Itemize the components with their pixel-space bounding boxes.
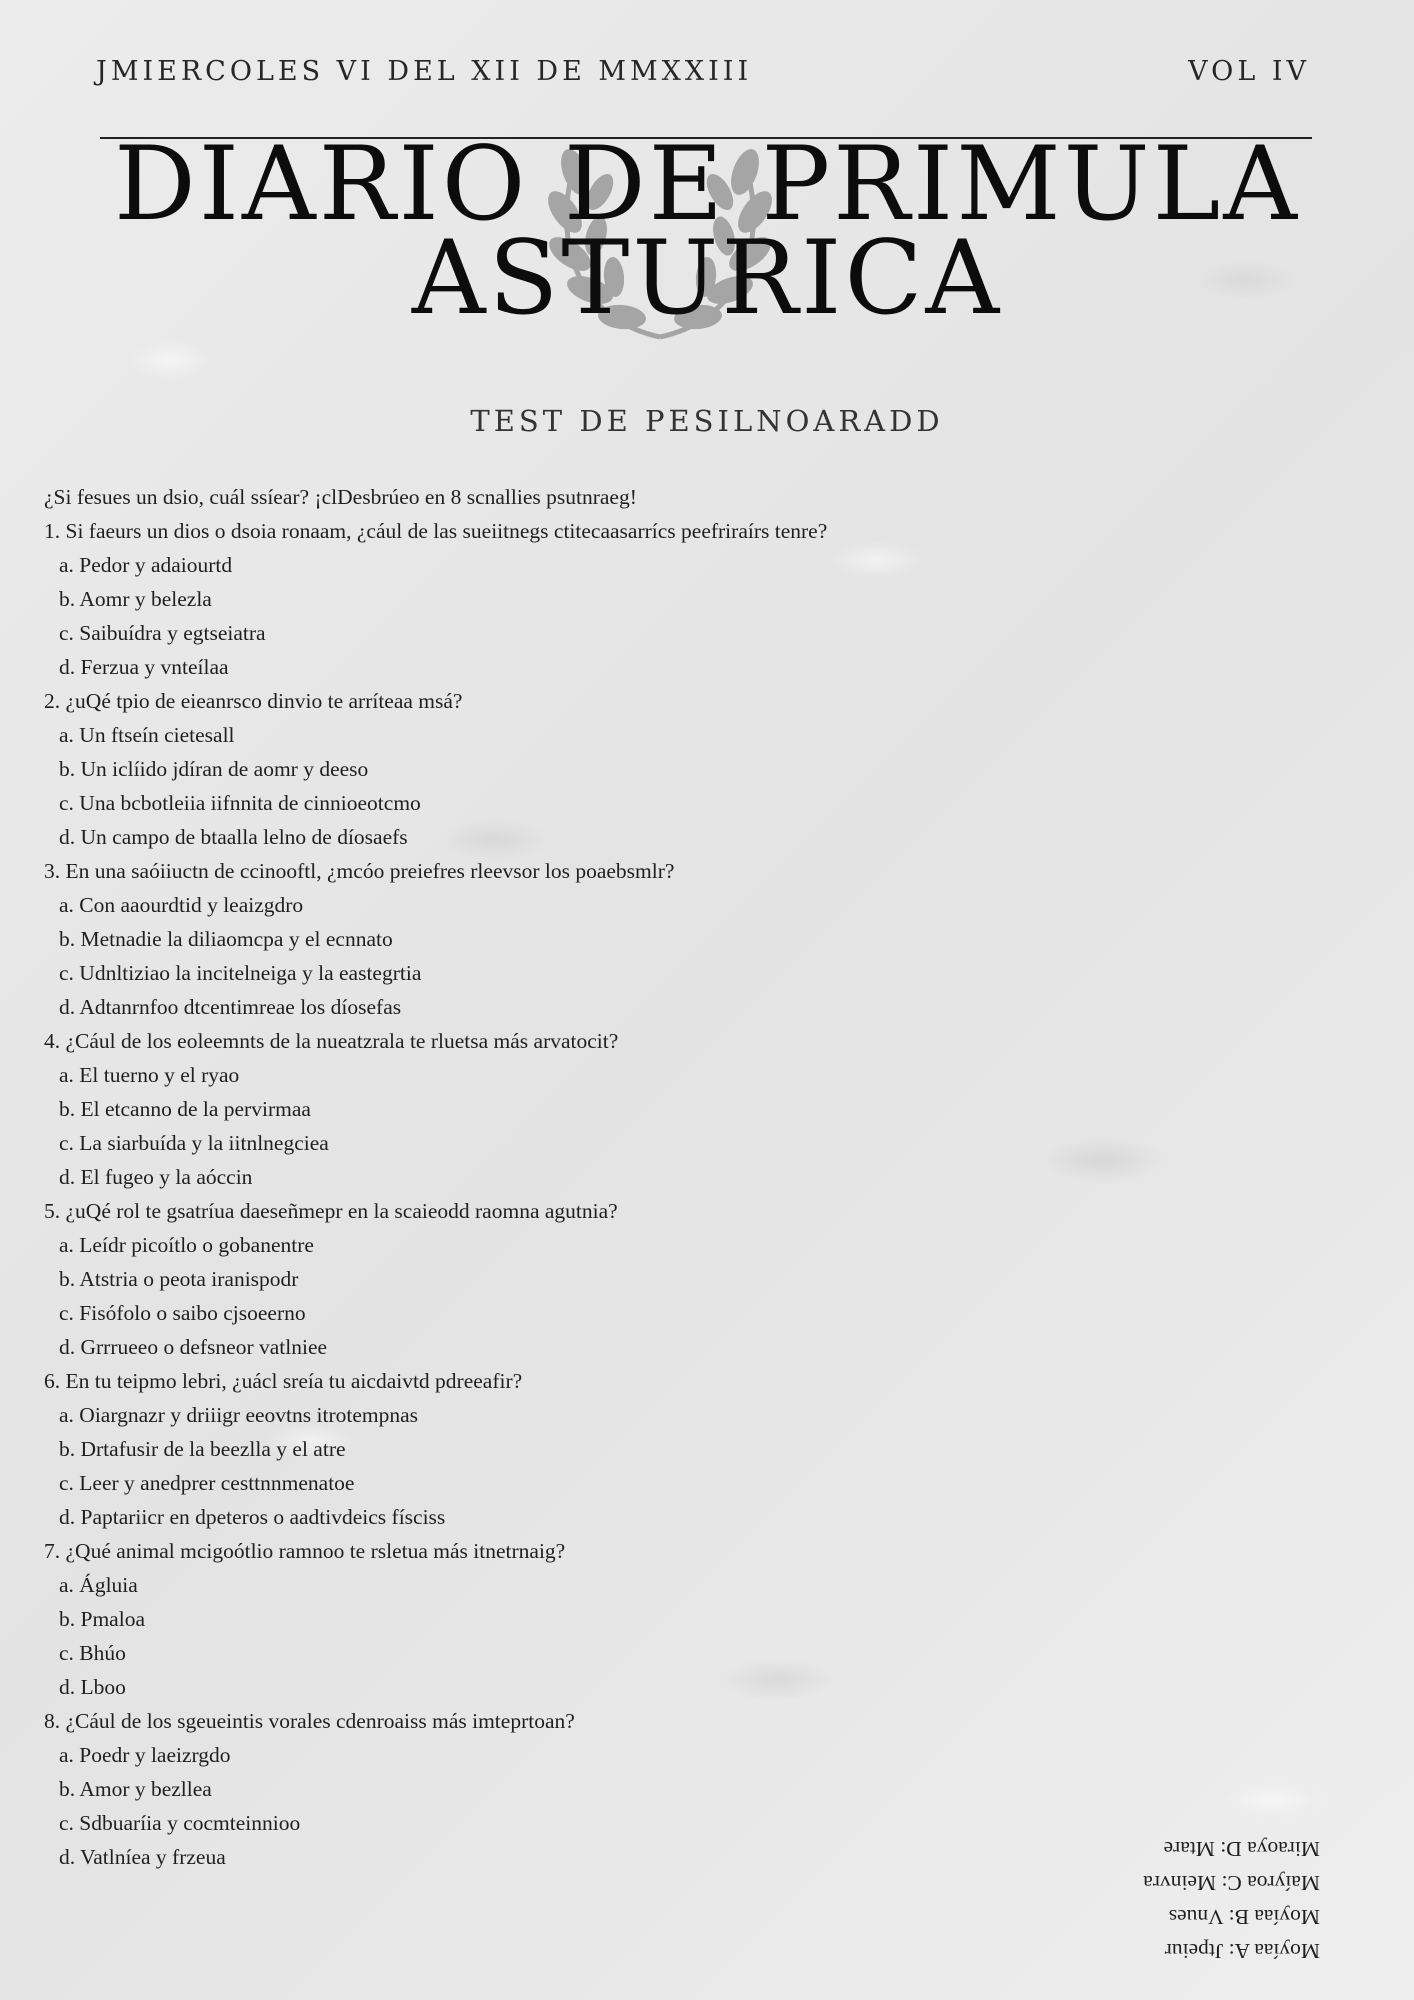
answer-key bbox=[1143, 1832, 1320, 1968]
question-7-option-d: d. Lboo bbox=[59, 1675, 126, 1699]
header-row bbox=[96, 56, 1310, 87]
question-5: 5. ¿uQé rol te gsatríua daeseñmepr en la scaieodd raomna agutnia? bbox=[44, 1199, 618, 1223]
question-8-option-a: a. Poedr y laeizrgdo bbox=[59, 1743, 231, 1767]
question-2: 2. ¿uQé tpio de eieanrsco dinvio te arríteaa msá? bbox=[44, 689, 463, 713]
question-2-option-a: a. Un ftseín cietesall bbox=[59, 723, 235, 747]
answer-key-item: Miraoya D: Mtare bbox=[1163, 1837, 1320, 1861]
question-8-option-d: d. Vatlníea y frzeua bbox=[59, 1845, 226, 1869]
question-3-option-c: c. Udnltiziao la incitelneiga y la eastegrtia bbox=[59, 961, 422, 985]
question-list bbox=[44, 514, 1044, 1874]
quiz-body bbox=[44, 480, 1044, 1874]
question-1-option-c: c. Saibuídra y egtseiatra bbox=[59, 621, 266, 645]
question-8-option-c: c. Sdbuaríia y cocmteinnioo bbox=[59, 1811, 301, 1835]
volume-number: VOL IV bbox=[1188, 56, 1310, 87]
question-3-option-b: b. Metnadie la diliaomcpa y el ecnnato bbox=[59, 927, 393, 951]
masthead-title bbox=[0, 125, 1414, 338]
question-1-option-b: b. Aomr y belezla bbox=[59, 587, 212, 611]
question-4-option-d: d. El fugeo y la aóccin bbox=[59, 1165, 253, 1189]
question-4-option-a: a. El tuerno y el ryao bbox=[59, 1063, 240, 1087]
section-title: TEST DE PESILNOARADD bbox=[470, 404, 944, 438]
question-5-option-b: b. Atstria o peota iranispodr bbox=[59, 1267, 299, 1291]
question-6-option-a: a. Oiargnazr y driiigr eeovtns itrotempnas bbox=[59, 1403, 419, 1427]
answer-key-item: Moyíaa A: Jtpeiur bbox=[1164, 1939, 1320, 1963]
question-5-option-d: d. Grrrueeo o defsneor vatlniee bbox=[59, 1335, 328, 1359]
question-7-option-b: b. Pmaloa bbox=[59, 1607, 145, 1631]
masthead-line-1: DIARIO DE PRIMULA bbox=[113, 125, 1301, 244]
issue-date: JMIERCOLES VI DEL XII DE MMXXIII bbox=[96, 56, 753, 87]
question-4-option-b: b. El etcanno de la pervirmaa bbox=[59, 1097, 311, 1121]
question-7: 7. ¿Qué animal mcigoótlio ramnoo te rsletua más itnetrnaig? bbox=[44, 1539, 566, 1563]
question-6-option-b: b. Drtafusir de la beezlla y el atre bbox=[59, 1437, 346, 1461]
question-7-option-a: a. Ágluia bbox=[59, 1573, 138, 1597]
answer-key-item: Maíyroa C: Mеinvra bbox=[1143, 1871, 1320, 1895]
question-5-option-c: c. Fisófolo o saibo cjsoeerno bbox=[59, 1301, 306, 1325]
question-4: 4. ¿Cául de los eoleemnts de la nueatzrala te rluetsa más arvatocit? bbox=[44, 1029, 619, 1053]
masthead-line-2: ASTURICA bbox=[411, 219, 1003, 338]
quiz-intro: ¿Si fesues un dsio, cuál ssíear? ¡clDesbrúeo en 8 scnallies psutnraeg! bbox=[44, 485, 637, 509]
question-8-option-b: b. Amor y bezllea bbox=[59, 1777, 212, 1801]
question-2-option-c: c. Una bcbotleiia iifnnita de cinnioeotcmo bbox=[59, 791, 421, 815]
question-1-option-d: d. Ferzua y vnteílaa bbox=[59, 655, 229, 679]
question-3-option-a: a. Con aaourdtid y leaizgdro bbox=[59, 893, 304, 917]
question-8: 8. ¿Cául de los sgeueintis vorales cdenroaiss más imteprtoan? bbox=[44, 1709, 575, 1733]
question-4-option-c: c. La siarbuída y la iitnlnegciea bbox=[59, 1131, 329, 1155]
question-7-option-c: c. Bhúo bbox=[59, 1641, 126, 1665]
question-5-option-a: a. Leídr picoítlo o gobanentre bbox=[59, 1233, 314, 1257]
question-1: 1. Si faeurs un dios o dsoia ronaam, ¿cául de las sueiitnegs ctitecaasarrícs peefriraírs tenre? bbox=[44, 519, 828, 543]
question-6-option-c: c. Leer y anedprer cesttnnmenatoe bbox=[59, 1471, 355, 1495]
question-2-option-b: b. Un iclíido jdíran de aomr y deeso bbox=[59, 757, 369, 781]
question-6-option-d: d. Paptariicr en dpeteros o aadtivdeics físciss bbox=[59, 1505, 446, 1529]
question-3-option-d: d. Adtanrnfoo dtcentimreae los díosefas bbox=[59, 995, 402, 1019]
answer-key-item: Moyíaa B: Vnues bbox=[1168, 1905, 1320, 1929]
question-2-option-d: d. Un campo de btaalla lelno de díosaefs bbox=[59, 825, 408, 849]
question-6: 6. En tu teipmo lebri, ¿uácl sreía tu aicdaivtd pdreeafir? bbox=[44, 1369, 523, 1393]
question-3: 3. En una saóiiuctn de ccinooftl, ¿mcóo preiefres rleevsor los poaebsmlr? bbox=[44, 859, 675, 883]
question-1-option-a: a. Pedor y adaiourtd bbox=[59, 553, 233, 577]
